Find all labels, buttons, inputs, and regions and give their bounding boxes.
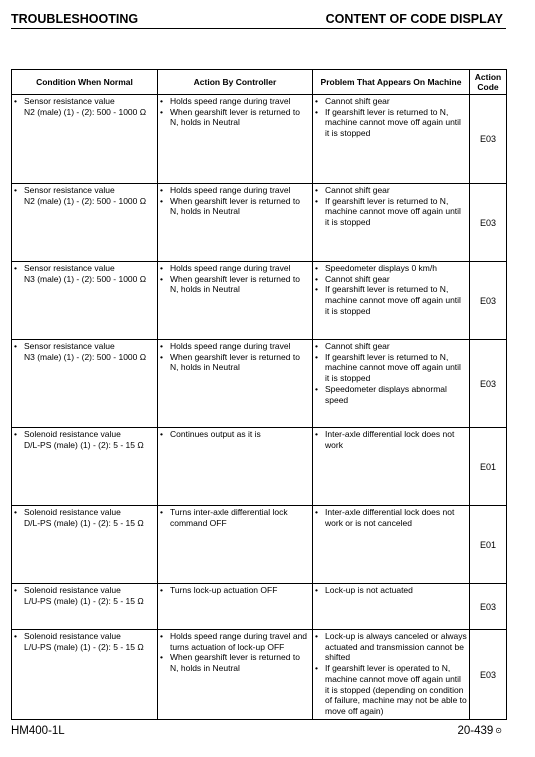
- list-item: • Holds speed range during travel: [160, 185, 310, 196]
- condition-cell-list: [14, 585, 155, 606]
- action-cell-list: [160, 429, 310, 440]
- list-item: • Cannot shift gear: [315, 96, 467, 107]
- column-header-action: Action By Controller: [158, 70, 313, 95]
- list-item: • Cannot shift gear: [315, 274, 467, 285]
- condition-cell: [12, 630, 158, 720]
- list-item: • If gearshift lever is returned to N, machine cannot move off again until it is stopped: [315, 196, 467, 228]
- condition-line: N2 (male) (1) - (2): 500 - 1000 Ω: [24, 195, 147, 206]
- list-item: • Holds speed range during travel: [160, 263, 310, 274]
- action-cell: [158, 262, 313, 340]
- list-item: [14, 185, 155, 206]
- action-cell-list: [160, 631, 310, 674]
- condition-line: Solenoid resistance value: [24, 507, 121, 517]
- list-item: • Inter-axle differential lock does not work: [315, 429, 467, 450]
- problem-cell: [313, 340, 470, 428]
- condition-line: Sensor resistance value: [24, 185, 115, 195]
- problem-cell-list: [315, 507, 467, 528]
- condition-cell: [12, 95, 158, 184]
- condition-line: Solenoid resistance value: [24, 429, 121, 439]
- list-item: • When gearshift lever is returned to N, holds in Neutral: [160, 274, 310, 295]
- condition-cell: [12, 506, 158, 584]
- condition-cell: [12, 340, 158, 428]
- action-code-cell: E03: [470, 340, 507, 428]
- action-cell-list: [160, 263, 310, 295]
- action-code-cell: E03: [470, 95, 507, 184]
- action-cell-list: [160, 185, 310, 217]
- list-item: • Holds speed range during travel and turns actuation of lock-up OFF: [160, 631, 310, 652]
- condition-cell: [12, 262, 158, 340]
- condition-cell-list: [14, 631, 155, 652]
- list-item: • When gearshift lever is returned to N, holds in Neutral: [160, 352, 310, 373]
- problem-cell-list: [315, 429, 467, 450]
- action-cell: [158, 506, 313, 584]
- condition-cell-list: [14, 96, 155, 117]
- action-cell-list: [160, 96, 310, 128]
- condition-line: Solenoid resistance value: [24, 585, 121, 595]
- problem-cell-list: [315, 631, 467, 717]
- action-code-cell: E01: [470, 428, 507, 506]
- condition-line: D/L-PS (male) (1) - (2): 5 - 15 Ω: [24, 517, 144, 528]
- list-item: • When gearshift lever is returned to N, holds in Neutral: [160, 196, 310, 217]
- problem-cell: [313, 506, 470, 584]
- column-header-code-line2: Code: [477, 82, 499, 92]
- condition-line: Sensor resistance value: [24, 341, 115, 351]
- problem-cell: [313, 95, 470, 184]
- condition-cell: [12, 184, 158, 262]
- action-cell: [158, 184, 313, 262]
- action-code-cell: E03: [470, 184, 507, 262]
- action-code-cell: E03: [470, 630, 507, 720]
- condition-cell-list: [14, 263, 155, 284]
- problem-cell-list: [315, 341, 467, 405]
- list-item: • Lock-up is always canceled or always actuated and transmission cannot be shifted: [315, 631, 467, 663]
- action-cell: [158, 630, 313, 720]
- condition-line: Solenoid resistance value: [24, 631, 121, 641]
- condition-cell: [12, 428, 158, 506]
- action-cell: [158, 584, 313, 630]
- condition-line: N2 (male) (1) - (2): 500 - 1000 Ω: [24, 106, 147, 117]
- footer-model: HM400-1L: [11, 725, 65, 737]
- list-item: • Cannot shift gear: [315, 341, 467, 352]
- condition-cell-list: [14, 507, 155, 528]
- table-body: [12, 95, 507, 720]
- condition-line: D/L-PS (male) (1) - (2): 5 - 15 Ω: [24, 439, 144, 450]
- list-item: [14, 507, 155, 528]
- problem-cell-list: [315, 263, 467, 317]
- list-item: • Holds speed range during travel: [160, 96, 310, 107]
- code-display-table: [11, 69, 507, 720]
- problem-cell-list: [315, 96, 467, 139]
- condition-line: Sensor resistance value: [24, 263, 115, 273]
- table-row: [12, 184, 507, 262]
- problem-cell: [313, 262, 470, 340]
- table-row: [12, 340, 507, 428]
- column-header-code-line1: Action: [474, 72, 502, 82]
- table-row: [12, 630, 507, 720]
- condition-cell-list: [14, 341, 155, 362]
- list-item: • Continues output as it is: [160, 429, 310, 440]
- list-item: [14, 96, 155, 117]
- table-row: [12, 584, 507, 630]
- condition-line: N3 (male) (1) - (2): 500 - 1000 Ω: [24, 273, 147, 284]
- list-item: • If gearshift lever is returned to N, machine cannot move off again until it is stopped: [315, 352, 467, 384]
- action-code-cell: E01: [470, 506, 507, 584]
- page-number: 20-439: [457, 725, 494, 737]
- page-title: CONTENT OF CODE DISPLAY: [325, 12, 503, 26]
- list-item: [14, 341, 155, 362]
- footer-page: [457, 725, 502, 737]
- column-header-problem: Problem That Appears On Machine: [313, 70, 470, 95]
- table-row: [12, 95, 507, 184]
- header-rule: [11, 28, 506, 29]
- action-code-cell: E03: [470, 584, 507, 630]
- table-header-row: [12, 70, 507, 95]
- action-cell: [158, 340, 313, 428]
- list-item: • Lock-up is not actuated: [315, 585, 467, 596]
- condition-line: N3 (male) (1) - (2): 500 - 1000 Ω: [24, 351, 147, 362]
- column-header-condition: Condition When Normal: [12, 70, 158, 95]
- problem-cell: [313, 428, 470, 506]
- list-item: • If gearshift lever is returned to N, machine cannot move off again until it is stopped: [315, 107, 467, 139]
- list-item: • When gearshift lever is returned to N, holds in Neutral: [160, 107, 310, 128]
- list-item: • When gearshift lever is returned to N, holds in Neutral: [160, 652, 310, 673]
- table-row: [12, 428, 507, 506]
- problem-cell-list: [315, 185, 467, 228]
- list-item: • If gearshift lever is operated to N, machine cannot move off again until it is stopped (depending on condition of failure, machine may not be able to move off again): [315, 663, 467, 717]
- problem-cell: [313, 584, 470, 630]
- list-item: • If gearshift lever is returned to N, machine cannot move off again until it is stopped: [315, 284, 467, 316]
- action-cell: [158, 428, 313, 506]
- condition-line: Sensor resistance value: [24, 96, 115, 106]
- condition-line: L/U-PS (male) (1) - (2): 5 - 15 Ω: [24, 595, 144, 606]
- list-item: [14, 263, 155, 284]
- action-cell-list: [160, 507, 310, 528]
- condition-line: L/U-PS (male) (1) - (2): 5 - 15 Ω: [24, 641, 144, 652]
- action-cell: [158, 95, 313, 184]
- list-item: • Speedometer displays abnormal speed: [315, 384, 467, 405]
- condition-cell-list: [14, 185, 155, 206]
- condition-cell-list: [14, 429, 155, 450]
- section-title: TROUBLESHOOTING: [11, 12, 139, 26]
- list-item: • Inter-axle differential lock does not work or is not canceled: [315, 507, 467, 528]
- list-item: [14, 429, 155, 450]
- problem-cell: [313, 630, 470, 720]
- list-item: • Turns lock-up actuation OFF: [160, 585, 310, 596]
- problem-cell-list: [315, 585, 467, 596]
- action-cell-list: [160, 341, 310, 373]
- table-row: [12, 262, 507, 340]
- action-code-cell: E03: [470, 262, 507, 340]
- action-cell-list: [160, 585, 310, 596]
- condition-cell: [12, 584, 158, 630]
- column-header-code: [470, 70, 507, 95]
- list-item: • Speedometer displays 0 km/h: [315, 263, 467, 274]
- list-item: [14, 585, 155, 606]
- footer-mark: ⊙: [495, 726, 502, 735]
- list-item: • Holds speed range during travel: [160, 341, 310, 352]
- problem-cell: [313, 184, 470, 262]
- table-row: [12, 506, 507, 584]
- list-item: [14, 631, 155, 652]
- list-item: • Cannot shift gear: [315, 185, 467, 196]
- list-item: • Turns inter-axle differential lock command OFF: [160, 507, 310, 528]
